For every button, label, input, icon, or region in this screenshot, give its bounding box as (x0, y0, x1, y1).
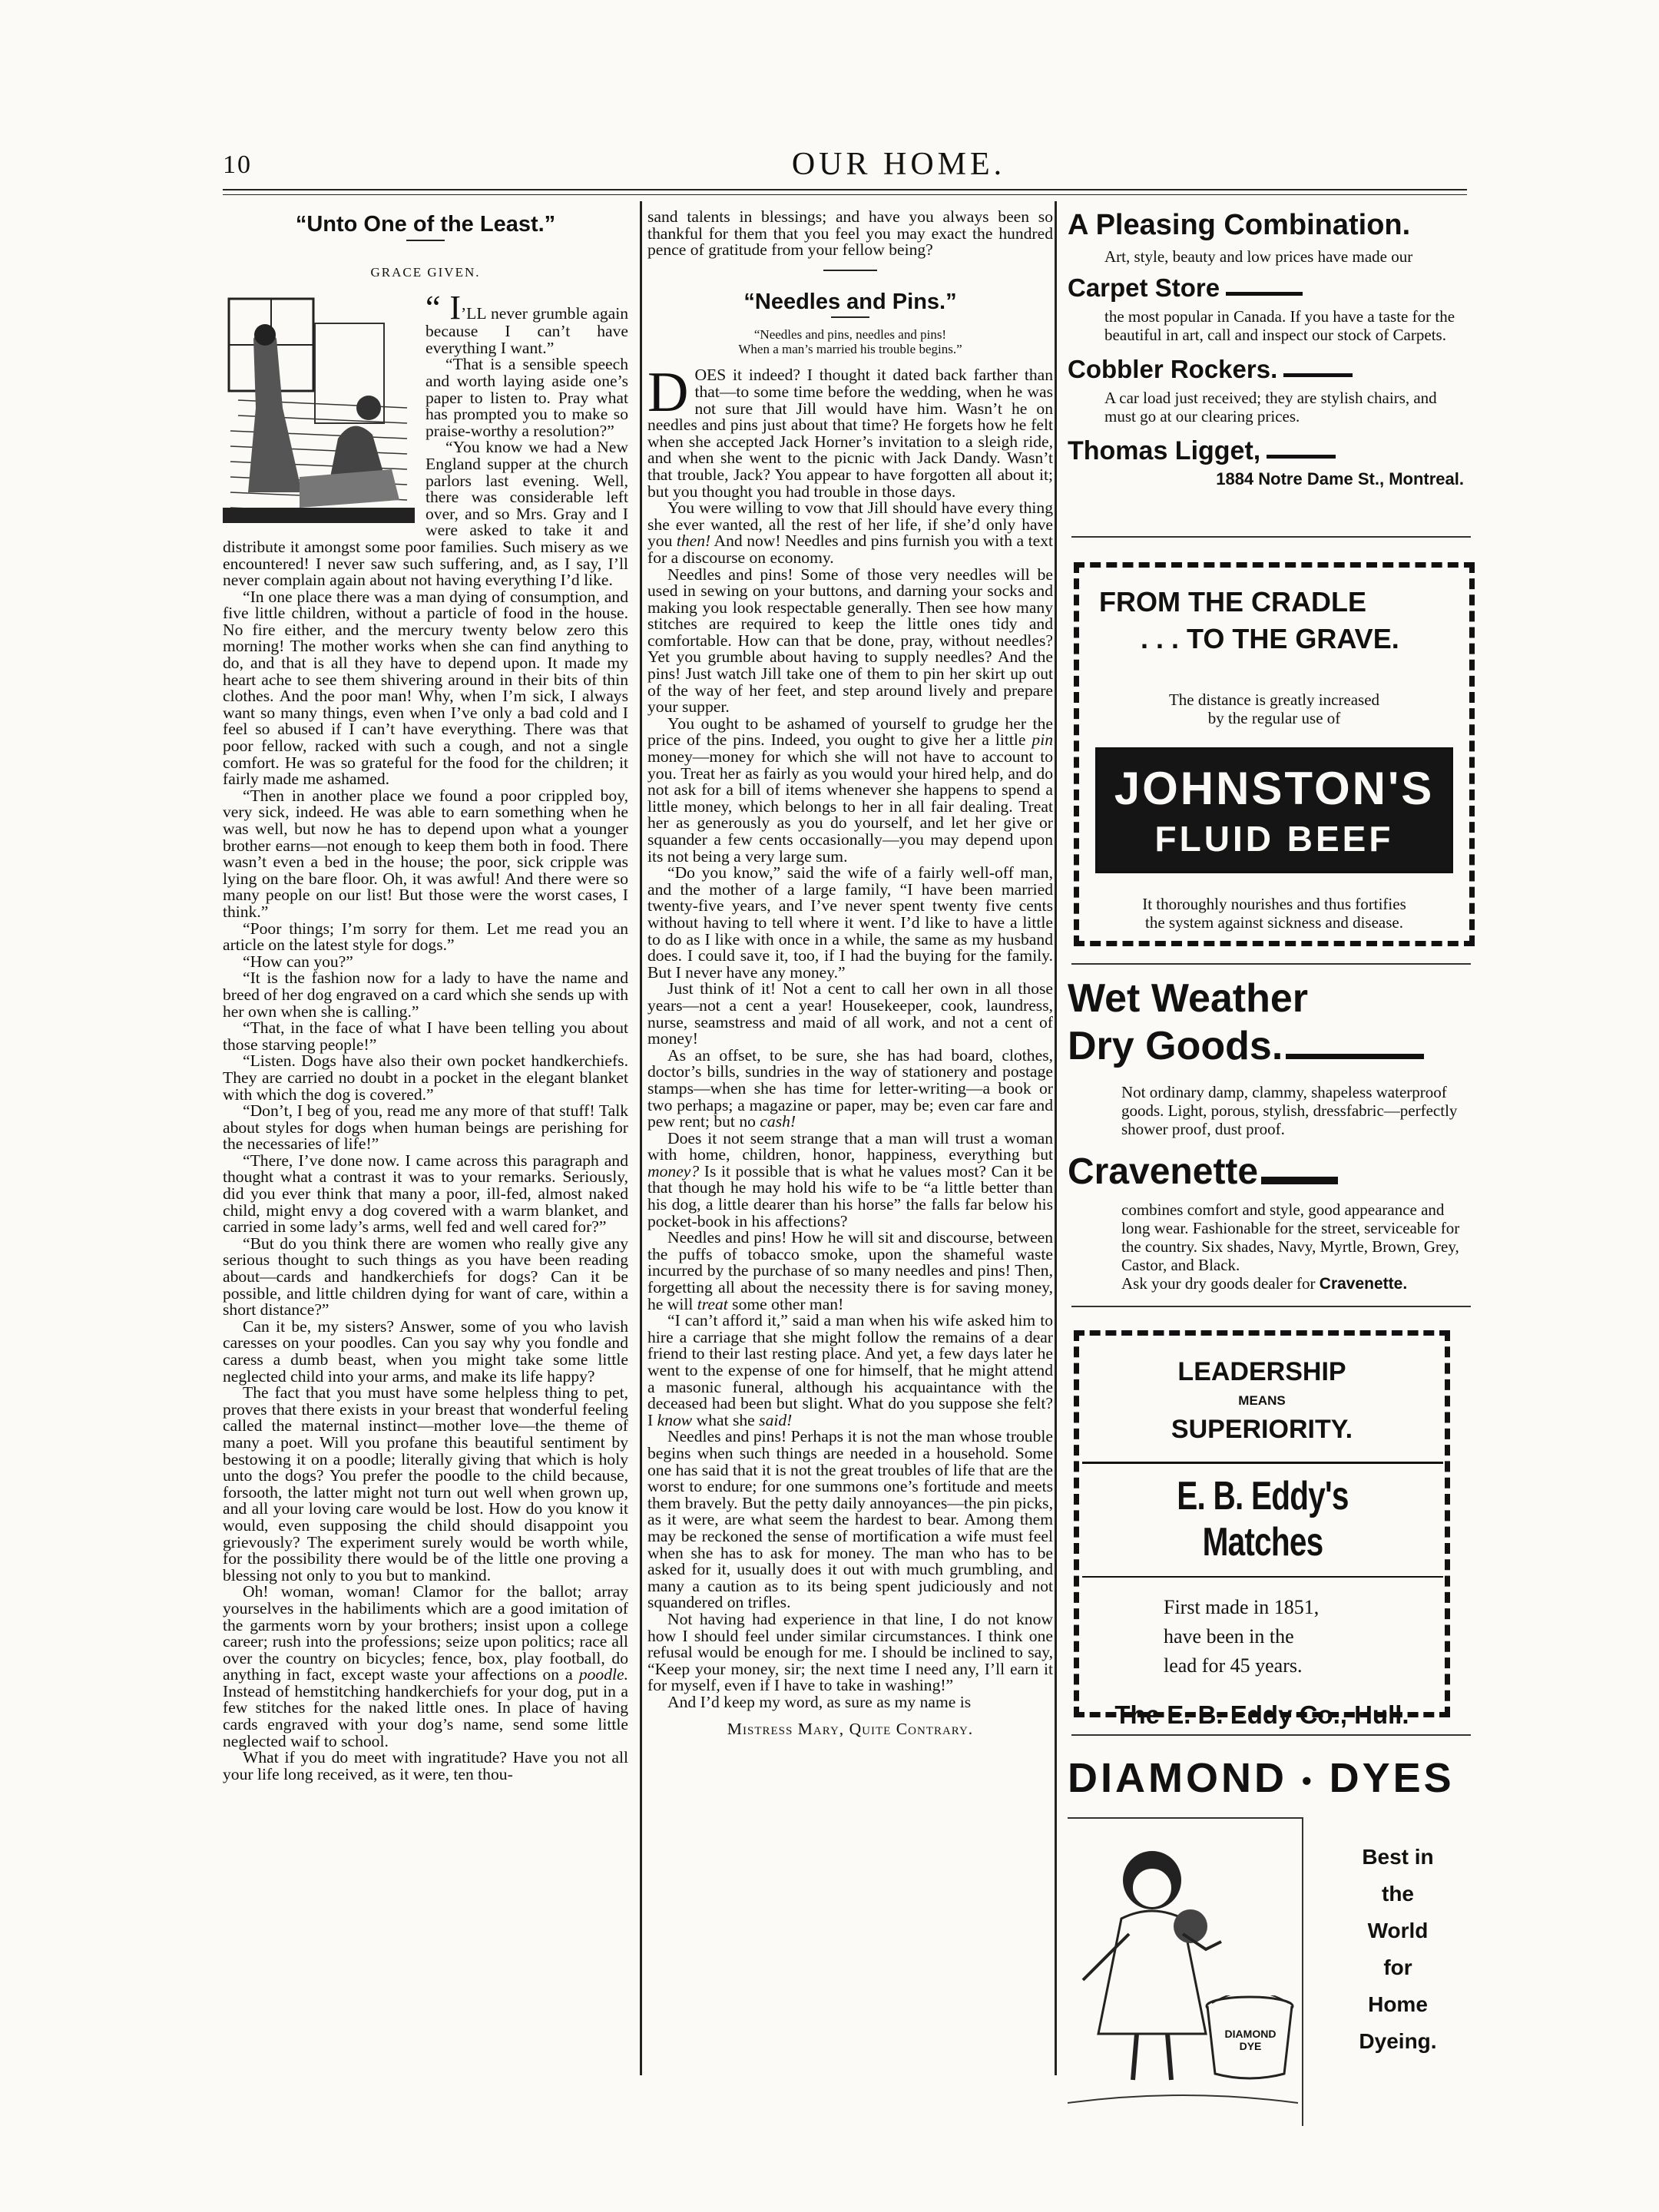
text-run: You ought to be ashamed of yourself to grudge her the price of the pins. Indeed, you ought to give her a little (647, 714, 1053, 750)
article-title: “Unto One of the Least.” (295, 212, 556, 237)
emphasis: pin (1031, 730, 1053, 750)
ad-pleasing-combination (1068, 206, 1475, 489)
text-run: And now! Needles and pins furnish you with a text for a discourse on economy. (647, 531, 1053, 567)
brand-banner (1082, 1462, 1443, 1578)
ad-headline-row (1068, 1023, 1475, 1069)
article-title: “Needles and Pins.” (743, 289, 957, 314)
johnstons-logo-panel (1095, 747, 1453, 873)
epigraph-line: “Needles and pins, needles and pins! (753, 327, 947, 343)
text-run: As an offset, to be sure, she has had board, clothes, doctor’s bills, sundries in the way of stationery and postage stamps—when she has time for letter-writing—a book or two perhaps; a magazine or paper, may be; even car fare and pew rent; but no (647, 1045, 1053, 1131)
paragraph (647, 716, 1053, 865)
paragraph: “That is a sensible speech and worth laying aside one’s paper to listen to. Pray what has prompted you to make so praise-worthy a resolution?” (426, 355, 628, 440)
article-unto-one (223, 209, 628, 1783)
ad-headline: . . . TO THE GRAVE. (1141, 623, 1399, 654)
paragraph: “In one place there was a man dying of consumption, and five little children, without a particle of food in the house. No fire either, and the mercury twenty below zero this morning! The mother works when she can find anything to do, and that is all they have to depend upon. It made my heart ache to see them shivering around in their bits of thin clothes. And the poor man! Why, when I’m sick, I always want so many things, even when I’ve only a bad cold and I feel so abused if I can’t have everything. There was that poor fellow, racked with such a cough, and not a single comfort. He was so grateful for the food for the children; it fairly made me ashamed. (223, 587, 628, 789)
ad-headline: Wet Weather (1068, 976, 1309, 1021)
ad-headline: FROM THE CRADLE (1099, 586, 1366, 618)
epigraph (647, 327, 1053, 356)
ad-johnstons-fluid-beef (1074, 562, 1475, 946)
emphasis: said! (759, 1410, 793, 1429)
text-run: Instead of hemstitching handkerchiefs for your dog, put in a few stitches for the naked little ones. In place of having cards engraved with your dog’s name, send some little neglected waif to school. (223, 1681, 628, 1750)
column-divider-1 (640, 201, 642, 2075)
paragraph: “But do you think there are women who really give any serious thought to such things as you have been reading about—cards and handkerchiefs for dogs? Can it be possible, and little children dying for want of care, within a short distance?” (223, 1233, 628, 1320)
paragraph (647, 1313, 1053, 1429)
title-rule (831, 316, 869, 318)
ad-headline: SUPERIORITY. (1171, 1415, 1353, 1444)
ad-text: The distance is greatly increased (1168, 690, 1380, 709)
pail-label-line: DYE (1239, 2040, 1262, 2052)
paragraph: Needles and pins! Some of those very needles will be used in sewing on your buttons, and darning your socks and making you look respectable generally. Then see how many stitches are required to keep the little ones tidy and comfortable. How can that be done, pray, without needles? Yet you grumble about having to supply needles? And the pins! Just watch Jill take one of them to pin her skirt up out of the way of her feet, and step around lively and prepare your supper. (647, 565, 1053, 717)
text-run: You were willing to vow that Jill should have every thing she ever wanted, all the rest of her life, if she’d only have you (647, 498, 1053, 551)
ad-separator (1071, 536, 1471, 538)
paragraph: What if you do meet with ingratitude? Have you not all your life long received, as it were, ten thou- (223, 1748, 628, 1783)
ad-flourish (1283, 373, 1353, 377)
brand-name: JOHNSTON'S (1114, 763, 1435, 814)
ad-headline: Dry Goods. (1068, 1024, 1283, 1068)
paragraph (647, 500, 1053, 566)
ad-headline: DYES (1329, 1755, 1455, 1801)
ad-wet-weather-dry-goods (1068, 974, 1475, 1293)
masthead: OUR HOME. (791, 147, 1006, 182)
opening-text: ’LL never grumble again because I can’t have everything I want.” (426, 304, 628, 357)
ad-subhead-row (1068, 355, 1475, 384)
pail-label-line: DIAMOND (1224, 2028, 1277, 2040)
ad-side-text (1336, 1839, 1459, 2060)
header-rule-bottom (223, 194, 1467, 195)
separator-rule (823, 270, 877, 271)
article-needles-and-pins (647, 209, 1053, 1738)
epigraph-line: When a man’s married his trouble begins.” (738, 342, 962, 357)
paragraph: Just think of it! Not a cent to call her own in all those years—not a cent a year! Housekeeper, cook, laundress, nurse, seamstress and maid of all work, and not a cent of money! (647, 979, 1053, 1048)
ad-text: First made in 1851, (1164, 1596, 1320, 1618)
ad-text: by the regular use of (1207, 709, 1341, 727)
ad-text: A car load just received; they are stylish chairs, and must go at our clearing prices. (1104, 389, 1437, 426)
paragraph: Can it be, my sisters? Answer, some of you who lavish caresses on your poodles. Can you say why you fondle and caress a dumb beast, when you might take some little neglected child into your arms, and make its life happy? (223, 1316, 628, 1386)
paragraph: “Poor things; I’m sorry for them. Let me read you an article on the latest style for dogs.” (223, 919, 628, 955)
ad-eb-eddy-matches (1074, 1330, 1450, 1729)
side-line: Home (1368, 1992, 1428, 2016)
ad-address: 1884 Notre Dame St., Montreal. (1216, 469, 1464, 488)
ad-headline: A Pleasing Combination. (1068, 209, 1411, 241)
ad-text: Ask your dry goods dealer for (1121, 1274, 1316, 1293)
illustration-frame (1068, 1817, 1303, 2126)
ad-text: Art, style, beauty and low prices have made our (1104, 247, 1413, 266)
ad-text: combines comfort and style, good appearance and long wear. Fashionable for the street, serviceable for the country. Six shades, Navy, Myrtle, Brown, Grey, Castor, and Black. (1121, 1200, 1460, 1274)
paragraph: “There, I’ve done now. I came across this paragraph and thought what a contrast it was to your remarks. Seriously, did you ever think that many a poor, ill-fed, almost naked child, might envy a dog covered with a warm blanket, and carried in some lady’s arms, well fed and well cared for?” (223, 1151, 628, 1237)
ad-text-row (1068, 1274, 1475, 1293)
title-rule (406, 240, 445, 241)
text-run: Is it possible that is what he values most? Can it be that though he may hold his wife to be “a little better than his dog, a little dearer than his horse” the falls far below his pocket-book in his affections? (647, 1161, 1053, 1230)
ad-subhead: Cravenette (1068, 1151, 1259, 1192)
continued-text: sand talents in blessings; and have you always been so thankful for them that you feel you may exact the hundred pence of gratitude from your fellow being? (647, 207, 1053, 260)
text-run: OES it indeed? I thought it dated back farther than that—to some time before the wedding, when he was not sure that Jill would have him. Wasn’t he on needles and pins just about that time? He forgets how he felt when she accepted Jack Horner’s invitation to a sleigh ride, and when she went to the picnic with Jack Dandy. Wasn’t that trouble, Jack? You appear to have forgotten all about it; but you thought you had trouble in those days. (647, 366, 1053, 501)
paragraph: “It is the fashion now for a lady to have the name and breed of her dog engraved on a card which she sends up with her own when she is calling.” (223, 969, 628, 1021)
brand-name: E. B. Eddy's Matches (1177, 1474, 1349, 1565)
text-run: what she (692, 1410, 755, 1429)
paragraph: “How can you?” (243, 952, 353, 971)
paragraph: “Do you know,” said the wife of a fairly well-off man, and the mother of a large family, “I have been married twenty-five years, and I’ve never spent twenty five cents without having to tell where it went. I’d like to have a little to do as I like with once in a while, the same as my husband does. I could save it, too, if I had the buying for the family. But I never have any money.” (647, 863, 1053, 982)
paragraph: And I’d keep my word, as sure as my name is (667, 1692, 972, 1711)
illustration-sick-room (223, 293, 415, 523)
emphasis: then! (676, 531, 711, 551)
ad-subhead: Carpet Store (1068, 273, 1220, 302)
pail-label (1212, 2028, 1289, 2052)
ad-brand: Cravenette. (1319, 1275, 1408, 1293)
pail (1204, 1995, 1295, 2080)
ad-diamond-dyes (1068, 1754, 1475, 2053)
company-name: The E. B. Eddy Co., Hull. (1114, 1700, 1409, 1729)
ad-separator (1071, 963, 1471, 965)
bullet-icon: • (1302, 1764, 1315, 1796)
article-opening (647, 361, 1053, 501)
side-line: World (1367, 1919, 1429, 1942)
text-run: Needles and pins! How he will sit and discourse, between the puffs of tobacco smoke, upon the shameful waste incurred by the purchase of so many needles and pins! Then, forgetting all about the necessity there is for saving money, he will (647, 1228, 1053, 1313)
paragraph (647, 1230, 1053, 1313)
ad-text: It thoroughly nourishes and thus fortifies (1142, 895, 1406, 913)
signature: Mistress Mary, Quite Contrary. (727, 1720, 974, 1739)
paragraph: “You know we had a New England supper at the church parlors last evening. Well, there was considerable left over, and so Mrs. Gray and I were asked to take it and distribute it amongst some poor families. Such misery as we encountered! I never saw such suffering, and, as I say, I’ll never complain again about not having everything I’d like. (223, 438, 628, 590)
emphasis: treat (697, 1294, 728, 1313)
paragraph: The fact that you must have some helpless thing to pet, proves that there exists in your breast that wonderful feeling called the maternal instinct—mother love—the theme of many a poet. Will you profane this beautiful sentiment by bestowing it on a poodle; literally giving that which is holy unto the dogs? You prefer the poodle to the child because, forsooth, the latter might not turn out well when grown up, and all your loving care would be lost. How do you know it would, even supposing the child should disappoint you grievously? The experiment surely would be worth while, for the possibility there would be of the little one proving a blessing not only to you but to mankind. (223, 1383, 628, 1584)
ad-headline: MEANS (1238, 1393, 1286, 1408)
page-number: 10 (223, 151, 252, 179)
emphasis: poodle. (578, 1665, 628, 1684)
side-line: for (1383, 1955, 1412, 1979)
side-line: Best in (1362, 1845, 1434, 1869)
text-run: money—money for which she will not have to account to you. Treat her as fairly as you would your hired help, and do not ask for a bill of items whenever she happens to spend a little money, which belongs to her in all fair dealing. Treat her as generously as you do yourself, and let her give or squander a few cents occasionally—you may depend upon its not being a very large sum. (647, 747, 1053, 866)
brand-product: FLUID BEEF (1154, 819, 1394, 859)
ad-flourish (1267, 455, 1336, 459)
header-rule-top (223, 189, 1467, 190)
ad-text-block (1164, 1593, 1445, 1681)
side-line: the (1382, 1882, 1414, 1906)
text-run: Oh! woman, woman! Clamor for the ballot; array yourselves in the habiliments which are a good imitation of the garments worn by your brothers; insist upon a college career; rush into the professions; seize upon politics; race all over the country on bicycles; fence, box, play football, do anything in fact, except waste your affections on a (223, 1582, 628, 1684)
paragraph (647, 1045, 1053, 1131)
ad-subhead: Cobbler Rockers. (1068, 355, 1278, 383)
text-run: “I can’t afford it,” said a man when his wife asked him to hire a carriage that she might follow the remains of a dear friend to their last resting place. And yet, a few days later he went to the expense of one for himself, that he might attend a masonic funeral, although his acquaintance with the deceased had been but slight. What do you suppose she felt? I (647, 1311, 1053, 1429)
paragraph: Not having had experience in that line, I do not know how I should feel under similar circumstances. I think one refusal would be enough for me. I should be inclined to say, “Keep your money, sir; the next time I need any, I’ll earn it for myself, even if I have to take in washing!” (647, 1609, 1053, 1695)
emphasis: cash! (760, 1112, 796, 1131)
ad-text: lead for 45 years. (1164, 1654, 1303, 1677)
emphasis: money? (647, 1161, 700, 1181)
paragraph: “That, in the face of what I have been telling you about those starving people!” (223, 1018, 628, 1054)
ad-headline-row (1068, 1754, 1475, 1802)
paragraph: “Don’t, I beg of you, read me any more of that stuff! Talk about styles for dogs when human beings are perishing for the necessaries of life!” (223, 1101, 628, 1154)
ad-subhead-row (1068, 273, 1475, 303)
ad-headline: LEADERSHIP (1177, 1357, 1346, 1386)
paragraph: “Listen. Dogs have also their own pocket handkerchiefs. They are carried no doubt in a pocket in the elegant blanket with which the dog is covered.” (223, 1051, 628, 1104)
ad-subhead-row (1068, 1151, 1475, 1193)
ad-subhead-row (1068, 436, 1475, 466)
paragraph (223, 1584, 628, 1750)
ad-flourish (1226, 292, 1303, 296)
byline: GRACE GIVEN. (370, 264, 481, 280)
ad-text: Not ordinary damp, clammy, shapeless waterproof goods. Light, porous, stylish, dressfabric—perfectly shower proof, dust proof. (1121, 1083, 1458, 1138)
side-line: Dyeing. (1359, 2029, 1437, 2053)
ad-name: Thomas Ligget, (1068, 436, 1261, 465)
ad-text: the most popular in Canada. If you have a taste for the beautiful in art, call and inspect our stock of Carpets. (1104, 307, 1455, 344)
ad-headline: DIAMOND (1068, 1755, 1287, 1801)
ad-text: the system against sickness and disease. (1145, 913, 1403, 932)
ad-separator (1071, 1306, 1471, 1307)
ad-flourish (1261, 1177, 1338, 1184)
paragraph: “Then in another place we found a poor crippled boy, very sick, indeed. He was able to earn something when he was well, but now he has to depend upon what a younger brother earns—not enough to keep them both in food. There wasn’t even a bed in the house; the poor, sick cripple was lying on the bare floor. Oh, it was awful! And there were so many people on our list! But those were the worst cases, I think.” (223, 786, 628, 921)
ad-separator (1071, 1734, 1471, 1736)
text-run: Does it not seem strange that a man will trust a woman with home, children, honor, happiness, everything but (647, 1128, 1053, 1164)
opening-initial: “ I (426, 289, 461, 327)
drop-cap: D (647, 361, 689, 425)
column-divider-2 (1055, 201, 1057, 2075)
paragraph (647, 1128, 1053, 1230)
ad-flourish (1286, 1054, 1424, 1059)
emphasis: know (657, 1410, 693, 1429)
paragraph: Needles and pins! Perhaps it is not the man whose trouble begins when such things are needed in a household. Some one has said that it is not the great troubles of life that are the worst to endure; for one summons one’s fortitude and meets them bravely. But the petty daily annoyances—the pin picks, as it were, are what seem the hardest to bear. Among them may be reckoned the sense of mortification a wife must feel when she has to ask for money. The man who has to be asked for it, usually does it out with much grumbling, and many a caution as to its being spent judiciously and not squandered on trifles. (647, 1427, 1053, 1612)
text-run: some other man! (727, 1294, 844, 1313)
ad-text: have been in the (1164, 1625, 1294, 1647)
